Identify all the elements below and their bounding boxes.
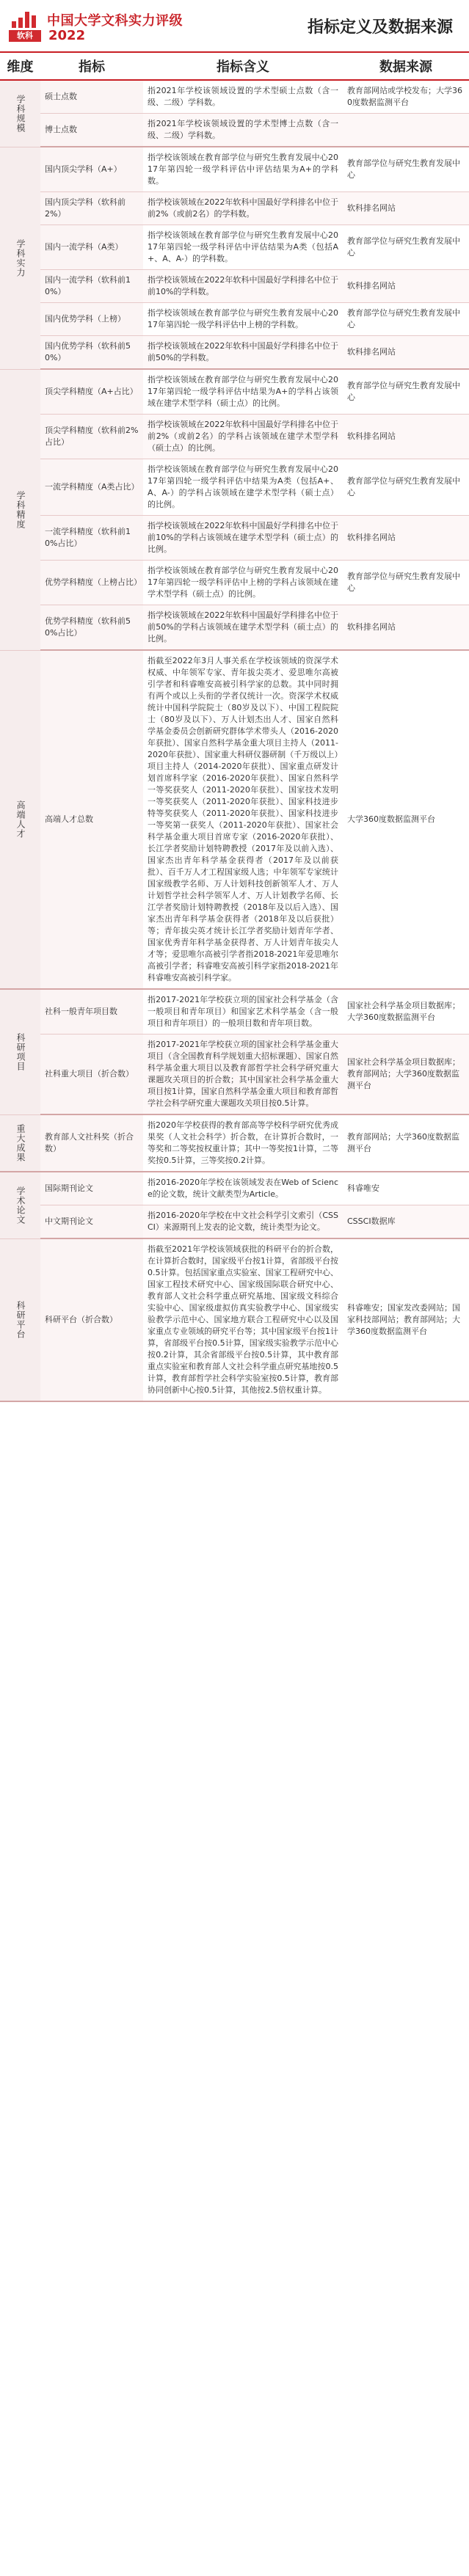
source-cell: CSSCI数据库: [343, 1205, 469, 1239]
source-cell: 软科排名网站: [343, 415, 469, 459]
table-row: [0, 1114, 469, 1172]
indicator-cell: 顶尖学科精度（A+占比）: [40, 369, 143, 415]
source-cell: 科睿唯安；国家发改委网站；国家科技部网站；教育部网站；大学360度数据监测平台: [343, 1238, 469, 1401]
indicator-cell: 一流学科精度（A类占比）: [40, 459, 143, 516]
table-row: [0, 1035, 469, 1115]
indicator-cell: 优势学科精度（上榜占比）: [40, 561, 143, 605]
source-cell: 教育部学位与研究生教育发展中心: [343, 369, 469, 415]
definition-cell: 指2017-2021年学校获立项的国家社会科学基金重大项目（含全国教育科学规划重大招标课题）、国家自然科学基金重大项目以及教育部哲学社会科学研究重大课题攻关项目的折合数；其中国家社会科学基金重大项目按1计算，国家自然科学基金重大项目和教育部哲学社会科学研究重大课题攻关项目按0.5计算。: [143, 1035, 343, 1115]
table-row: [0, 1205, 469, 1239]
indicator-cell: 国内优势学科（软科前50%）: [40, 336, 143, 370]
dimension-cell: 科研项目: [0, 989, 40, 1114]
table-row: [0, 1238, 469, 1401]
table-row: [0, 650, 469, 989]
source-cell: 教育部网站；大学360度数据监测平台: [343, 1114, 469, 1172]
dimension-cell: 科研平台: [0, 1238, 40, 1401]
table-row: [0, 336, 469, 370]
column-header-dimension: 维度: [0, 53, 40, 80]
table-row: [0, 147, 469, 192]
logo-bars-icon: [12, 12, 38, 28]
logo: [7, 9, 43, 44]
page-title: 指标定义及数据来源: [307, 18, 453, 37]
definition-cell: 指学校该领域在2022年软科中国最好学科排名中位于前10%的学科数。: [143, 270, 343, 303]
indicator-cell: 优势学科精度（软科前50%占比）: [40, 605, 143, 651]
table-row: [0, 303, 469, 336]
source-cell: 软科排名网站: [343, 336, 469, 370]
source-cell: 国家社会科学基金项目数据库；教育部网站；大学360度数据监测平台: [343, 1035, 469, 1115]
dimension-cell: 重大成果: [0, 1114, 40, 1172]
table-row: [0, 270, 469, 303]
table-row: [0, 561, 469, 605]
definition-cell: 指学校该领域在2022年软科中国最好学科排名中位于前10%的学科占该领域在建学术型学科（硕士点）的比例。: [143, 516, 343, 561]
definition-cell: 指学校该领域在教育部学位与研究生教育发展中心2017年第四轮一级学科评估中结果为A类（包括A+、A、A-）的学科占该领域在建学术型学科（硕士点）的比例。: [143, 459, 343, 516]
indicator-cell: 国内一流学科（软科前10%）: [40, 270, 143, 303]
indicator-cell: 硕士点数: [40, 80, 143, 114]
definition-cell: 指学校该领域在2022年软科中国最好学科排名中位于前2%（或前2名）的学科数。: [143, 192, 343, 225]
source-cell: 软科排名网站: [343, 516, 469, 561]
table-body: [0, 80, 469, 1401]
header-divider: [0, 51, 469, 53]
source-cell: 软科排名网站: [343, 192, 469, 225]
definition-cell: 指2021年学校该领域设置的学术型博士点数（含一级、二级）学科数。: [143, 114, 343, 147]
source-cell: 软科排名网站: [343, 605, 469, 651]
indicator-cell: 一流学科精度（软科前10%占比）: [40, 516, 143, 561]
indicator-cell: 国内顶尖学科（A+）: [40, 147, 143, 192]
table-row: [0, 114, 469, 147]
source-cell: 教育部学位与研究生教育发展中心: [343, 147, 469, 192]
definition-cell: 指学校该领域在2022年软科中国最好学科排名中位于前50%的学科数。: [143, 336, 343, 370]
definition-cell: 指学校该领域在教育部学位与研究生教育发展中心2017年第四轮一级学科评估中上榜的学科占该领域在建学术型学科（硕士点）的比例。: [143, 561, 343, 605]
indicator-cell: 国际期刊论文: [40, 1172, 143, 1205]
indicator-table: [0, 53, 469, 1402]
definition-cell: 指2021年学校该领域设置的学术型硕士点数（含一级、二级）学科数。: [143, 80, 343, 114]
brand-title: 中国大学文科实力评级: [47, 13, 183, 29]
indicator-cell: 国内一流学科（A类）: [40, 225, 143, 270]
table-row: [0, 225, 469, 270]
indicator-cell: 教育部人文社科奖（折合数）: [40, 1114, 143, 1172]
definition-cell: 指截至2021年学校该领域获批的科研平台的折合数，在计算折合数时，国家级平台按1计算，省部级平台按0.5计算。包括国家重点实验室、国家工程研究中心、国家工程技术研究中心、国家级国际联合研究中心、教育部人文社会科学重点研究基地、国家级文科综合实验中心、国家级虚拟仿真实验教学中心、国家级实验教学示范中心、国家地方联合工程研究中心以及国家重点专业领域的研究平台等；其中国家级平台按1计算，省部级平台按0.5计算，国家级实验教学示范中心按0.2计算，其余省部级平台按0.5计算，其中教育部重点实验室和教育部人文社会科学重点研究基地按0.5计算，教育部哲学社会科学实验室按0.5计算，教育部协同创新中心按0.5计算，其他按2.5倍权重计算。: [143, 1238, 343, 1401]
source-cell: 教育部学位与研究生教育发展中心: [343, 225, 469, 270]
dimension-cell: 学科实力: [0, 147, 40, 369]
source-cell: 教育部学位与研究生教育发展中心: [343, 303, 469, 336]
indicator-cell: 国内优势学科（上榜）: [40, 303, 143, 336]
definition-cell: 指学校该领域在2022年软科中国最好学科排名中位于前2%（或前2名）的学科占该领域在建学术型学科（硕士点）的比例。: [143, 415, 343, 459]
column-header-definition: 指标含义: [143, 53, 343, 80]
column-header-indicator: 指标: [40, 53, 143, 80]
table-row: [0, 605, 469, 651]
logo-text: 软科: [9, 30, 41, 42]
table-row: [0, 459, 469, 516]
table-row: [0, 989, 469, 1035]
table-row: [0, 516, 469, 561]
source-cell: 大学360度数据监测平台: [343, 650, 469, 989]
source-cell: 软科排名网站: [343, 270, 469, 303]
indicator-cell: 高端人才总数: [40, 650, 143, 989]
indicator-cell: 中文期刊论文: [40, 1205, 143, 1239]
definition-cell: 指学校该领域在教育部学位与研究生教育发展中心2017年第四轮一级学科评估中评估结果为A+的学科数。: [143, 147, 343, 192]
definition-cell: 指2016-2020年学校在中文社会科学引文索引（CSSCI）来源期刊上发表的论文数，统计类型为论文。: [143, 1205, 343, 1239]
page-header: [0, 0, 469, 53]
indicator-cell: 社科一般青年项目数: [40, 989, 143, 1035]
definition-cell: 指学校该领域在教育部学位与研究生教育发展中心2017年第四轮一级学科评估中结果为A+的学科占该领域在建学术型学科（硕士点）的比例。: [143, 369, 343, 415]
definition-cell: 指截至2022年3月人事关系在学校该领域的资深学术权威、中年领军专家、青年拔尖英才、爱思唯尔高被引学者和科睿唯安高被引科学家的总数。其中同时拥有两个或以上头衔的学者仅统计一次。资深学术权威统计中国科学院院士（80岁及以下）、中国工程院院士（80岁及以下）、万人计划杰出人才、国家自然科学基金委员会创新研究群体学术带头人（2016-2020年获批）、国家自然科学基金重大项目主持人（2011-2020年获批）、国家重大科研仪器研制（千万级以上）项目主持人（2014-2020年获批）、国家重点研发计划首席科学家（2016-2020年获批）、国家自然科学一等奖获奖人（2011-2020年获批）、国家技术发明一等奖获奖人（2011-2020年获批）、国家科技进步特等奖获奖人（2011-2020年获批）、国家科技进步一等奖第一获奖人（2011-2020年获批）、国家社会科学基金重大项目首席专家（2016-2020年获批）、长江学者奖励计划特聘教授（2017年及以前入选）、国家杰出青年科学基金获得者（2017年及以前获批）、百千万人才工程国家级人选；中年领军专家统计国家级教学名师、万人计划科技创新领军人才、万人计划哲学社会科学领军人才、万人计划教学名师、长江学者奖励计划特聘教授（2018年及以后入选）、国家杰出青年科学基金获得者（2018年及以后获批）等；青年拔尖英才统计长江学者奖励计划青年学者、国家优秀青年科学基金获得者、万人计划青年拔尖人才等；爱思唯尔高被引学者指2018-2021年爱思唯尔高被引学者；科睿唯安高被引科学家指2018-2021年科睿唯安高被引科学家。: [143, 650, 343, 989]
brand-year: 2022: [48, 28, 86, 43]
indicator-cell: 社科重大项目（折合数）: [40, 1035, 143, 1115]
column-header-source: 数据来源: [343, 53, 469, 80]
source-cell: 教育部学位与研究生教育发展中心: [343, 561, 469, 605]
definition-cell: 指学校该领域在2022年软科中国最好学科排名中位于前50%的学科占该领域在建学术型学科（硕士点）的比例。: [143, 605, 343, 651]
dimension-cell: 学术论文: [0, 1172, 40, 1238]
source-cell: [343, 114, 469, 147]
table-row: [0, 415, 469, 459]
definition-cell: 指2017-2021年学校获立项的国家社会科学基金（含一般项目和青年项目）和国家艺术科学基金（含一般项目和青年项目）的一般项目数和青年项目数。: [143, 989, 343, 1035]
table-row: [0, 80, 469, 114]
source-cell: 教育部学位与研究生教育发展中心: [343, 459, 469, 516]
dimension-cell: 高端人才: [0, 650, 40, 989]
definition-cell: 指学校该领域在教育部学位与研究生教育发展中心2017年第四轮一级学科评估中上榜的学科数。: [143, 303, 343, 336]
indicator-cell: 顶尖学科精度（软科前2%占比）: [40, 415, 143, 459]
source-cell: 科睿唯安: [343, 1172, 469, 1205]
dimension-cell: 学科规模: [0, 80, 40, 147]
table-header-row: [0, 53, 469, 80]
indicator-cell: 国内顶尖学科（软科前2%）: [40, 192, 143, 225]
definition-cell: 指2016-2020年学校在该领域发表在Web of Science的论文数，统计文献类型为Article。: [143, 1172, 343, 1205]
table-row: [0, 1172, 469, 1205]
definition-cell: 指学校该领域在教育部学位与研究生教育发展中心2017年第四轮一级学科评估中评估结果为A类（包括A+、A、A-）的学科数。: [143, 225, 343, 270]
source-cell: 国家社会科学基金项目数据库；大学360度数据监测平台: [343, 989, 469, 1035]
source-cell: 教育部网站或学校发布；大学360度数据监测平台: [343, 80, 469, 114]
table-row: [0, 192, 469, 225]
definition-cell: 指2020年学校获得的教育部高等学校科学研究优秀成果奖（人文社会科学）折合数，在计算折合数时，一等奖和二等奖按权重计算；其中一等奖按1计算，二等奖按0.5计算，三等奖按0.2计算。: [143, 1114, 343, 1172]
indicator-cell: 博士点数: [40, 114, 143, 147]
indicator-cell: 科研平台（折合数）: [40, 1238, 143, 1401]
dimension-cell: 学科精度: [0, 369, 40, 650]
table-row: [0, 369, 469, 415]
